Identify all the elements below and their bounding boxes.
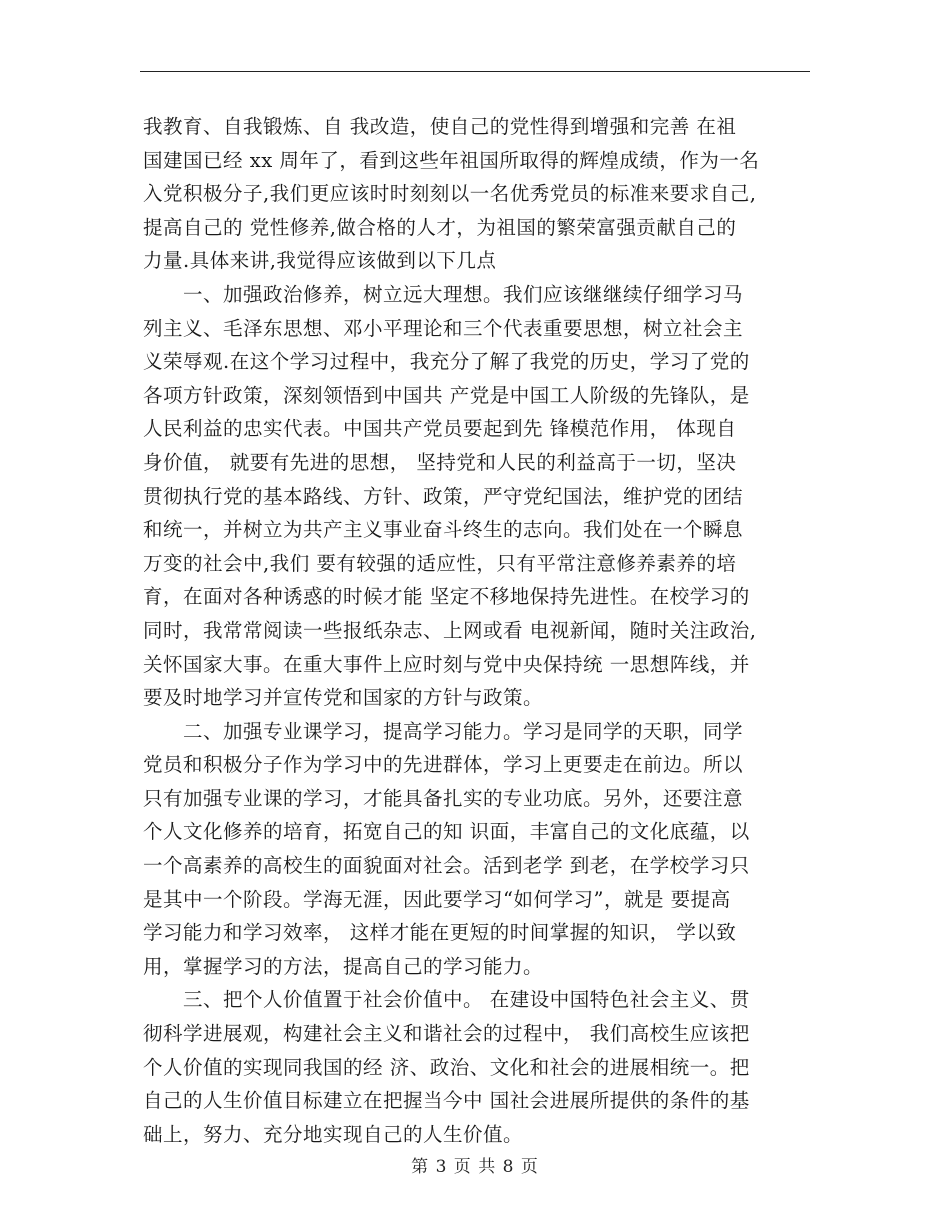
- text-line: 育，在面对各种诱惑的时候才能 坚定不移地保持先进性。在校学习的: [143, 585, 750, 609]
- text-line: 用，掌握学习的方法，提高自己的学习能力。: [143, 954, 544, 978]
- text-line: 自己的人生价值目标建立在把握当今中 国社会进展所提供的条件的基: [143, 1089, 750, 1113]
- text-line: 一、加强政治修养，树立远大理想。我们应该继继续仔细学习马: [143, 282, 744, 306]
- text-line: 同时，我常常阅读一些报纸杂志、上网或看 电视新闻，随时关注政治,: [143, 618, 757, 642]
- text-line: 个人价值的实现同我国的经 济、政治、文化和社会的进展相统一。把: [143, 1055, 750, 1079]
- text-line: 义荣辱观.在这个学习过程中，我充分了解了我党的历史，学习了党的: [143, 350, 750, 374]
- text-line: 二、加强专业课学习，提高学习能力。学习是同学的天职，同学: [143, 719, 744, 743]
- text-line: 个人文化修养的培育，拓宽自己的知 识面，丰富自己的文化底蕴，以: [143, 820, 750, 844]
- text-line: 我教育、自我锻炼、自 我改造，使自己的党性得到增强和完善 在祖: [143, 115, 737, 138]
- header-rule: [140, 71, 810, 72]
- text-line: 党员和积极分子作为学习中的先进群体，学习上更要走在前边。所以: [143, 753, 744, 777]
- text-line: 础上，努力、充分地实现自己的人生价值。: [143, 1122, 524, 1146]
- text-line: 力量.具体来讲,我觉得应该做到以下几点: [143, 249, 497, 273]
- text-line: 入党积极分子,我们更应该时时刻刻以一名优秀党员的标准来要求自己,: [143, 182, 757, 206]
- text-line: 三、把个人价值置于社会价值中。 在建设中国特色社会主义、贯: [143, 988, 750, 1012]
- text-line: 学习能力和学习效率， 这样才能在更短的时间掌握的知识， 学以致: [143, 921, 737, 945]
- text-line: 各项方针政策，深刻领悟到中国共 产党是中国工人阶级的先锋队，是: [143, 383, 750, 407]
- text-line: 只有加强专业课的学习，才能具备扎实的专业功底。另外，还要注意: [143, 786, 744, 810]
- text-line: 身价值， 就要有先进的思想， 坚持党和人民的利益高于一切，坚决: [143, 450, 737, 474]
- text-line: 列主义、毛泽东思想、邓小平理论和三个代表重要思想，树立社会主: [143, 316, 744, 340]
- text-line: 人民利益的忠实代表。中国共产党员要起到先 锋模范作用， 体现自: [143, 417, 737, 441]
- text-line: 万变的社会中,我们 要有较强的适应性，只有平常注意修养素养的培: [143, 551, 737, 575]
- text-line: 提高自己的 党性修养,做合格的人才，为祖国的繁荣富强贡献自己的: [143, 215, 737, 239]
- text-line: 贯彻执行党的基本路线、方针、政策，严守党纪国法，维护党的团结: [143, 484, 744, 508]
- text-line: 国建国已经 xx 周年了，看到这些年祖国所取得的辉煌成绩，作为一名: [143, 148, 760, 172]
- text-line: 是其中一个阶段。学海无涯，因此要学习“如何学习”，就是 要提高: [143, 887, 731, 911]
- text-line: 和统一，并树立为共产主义事业奋斗终生的志向。我们处在一个瞬息: [143, 518, 744, 542]
- text-line: 要及时地学习并宣传党和国家的方针与政策。: [143, 686, 544, 710]
- document-body: [143, 110, 808, 1151]
- text-line: 彻科学进展观，构建社会主义和谐社会的过程中， 我们高校生应该把: [143, 1022, 750, 1046]
- page-number-footer: 第 3 页 共 8 页: [411, 1157, 539, 1177]
- text-line: 关怀国家大事。在重大事件上应时刻与党中央保持统 一思想阵线，并: [143, 652, 750, 676]
- text-line: 一个高素养的高校生的面貌面对社会。活到老学 到老，在学校学习只: [143, 854, 750, 878]
